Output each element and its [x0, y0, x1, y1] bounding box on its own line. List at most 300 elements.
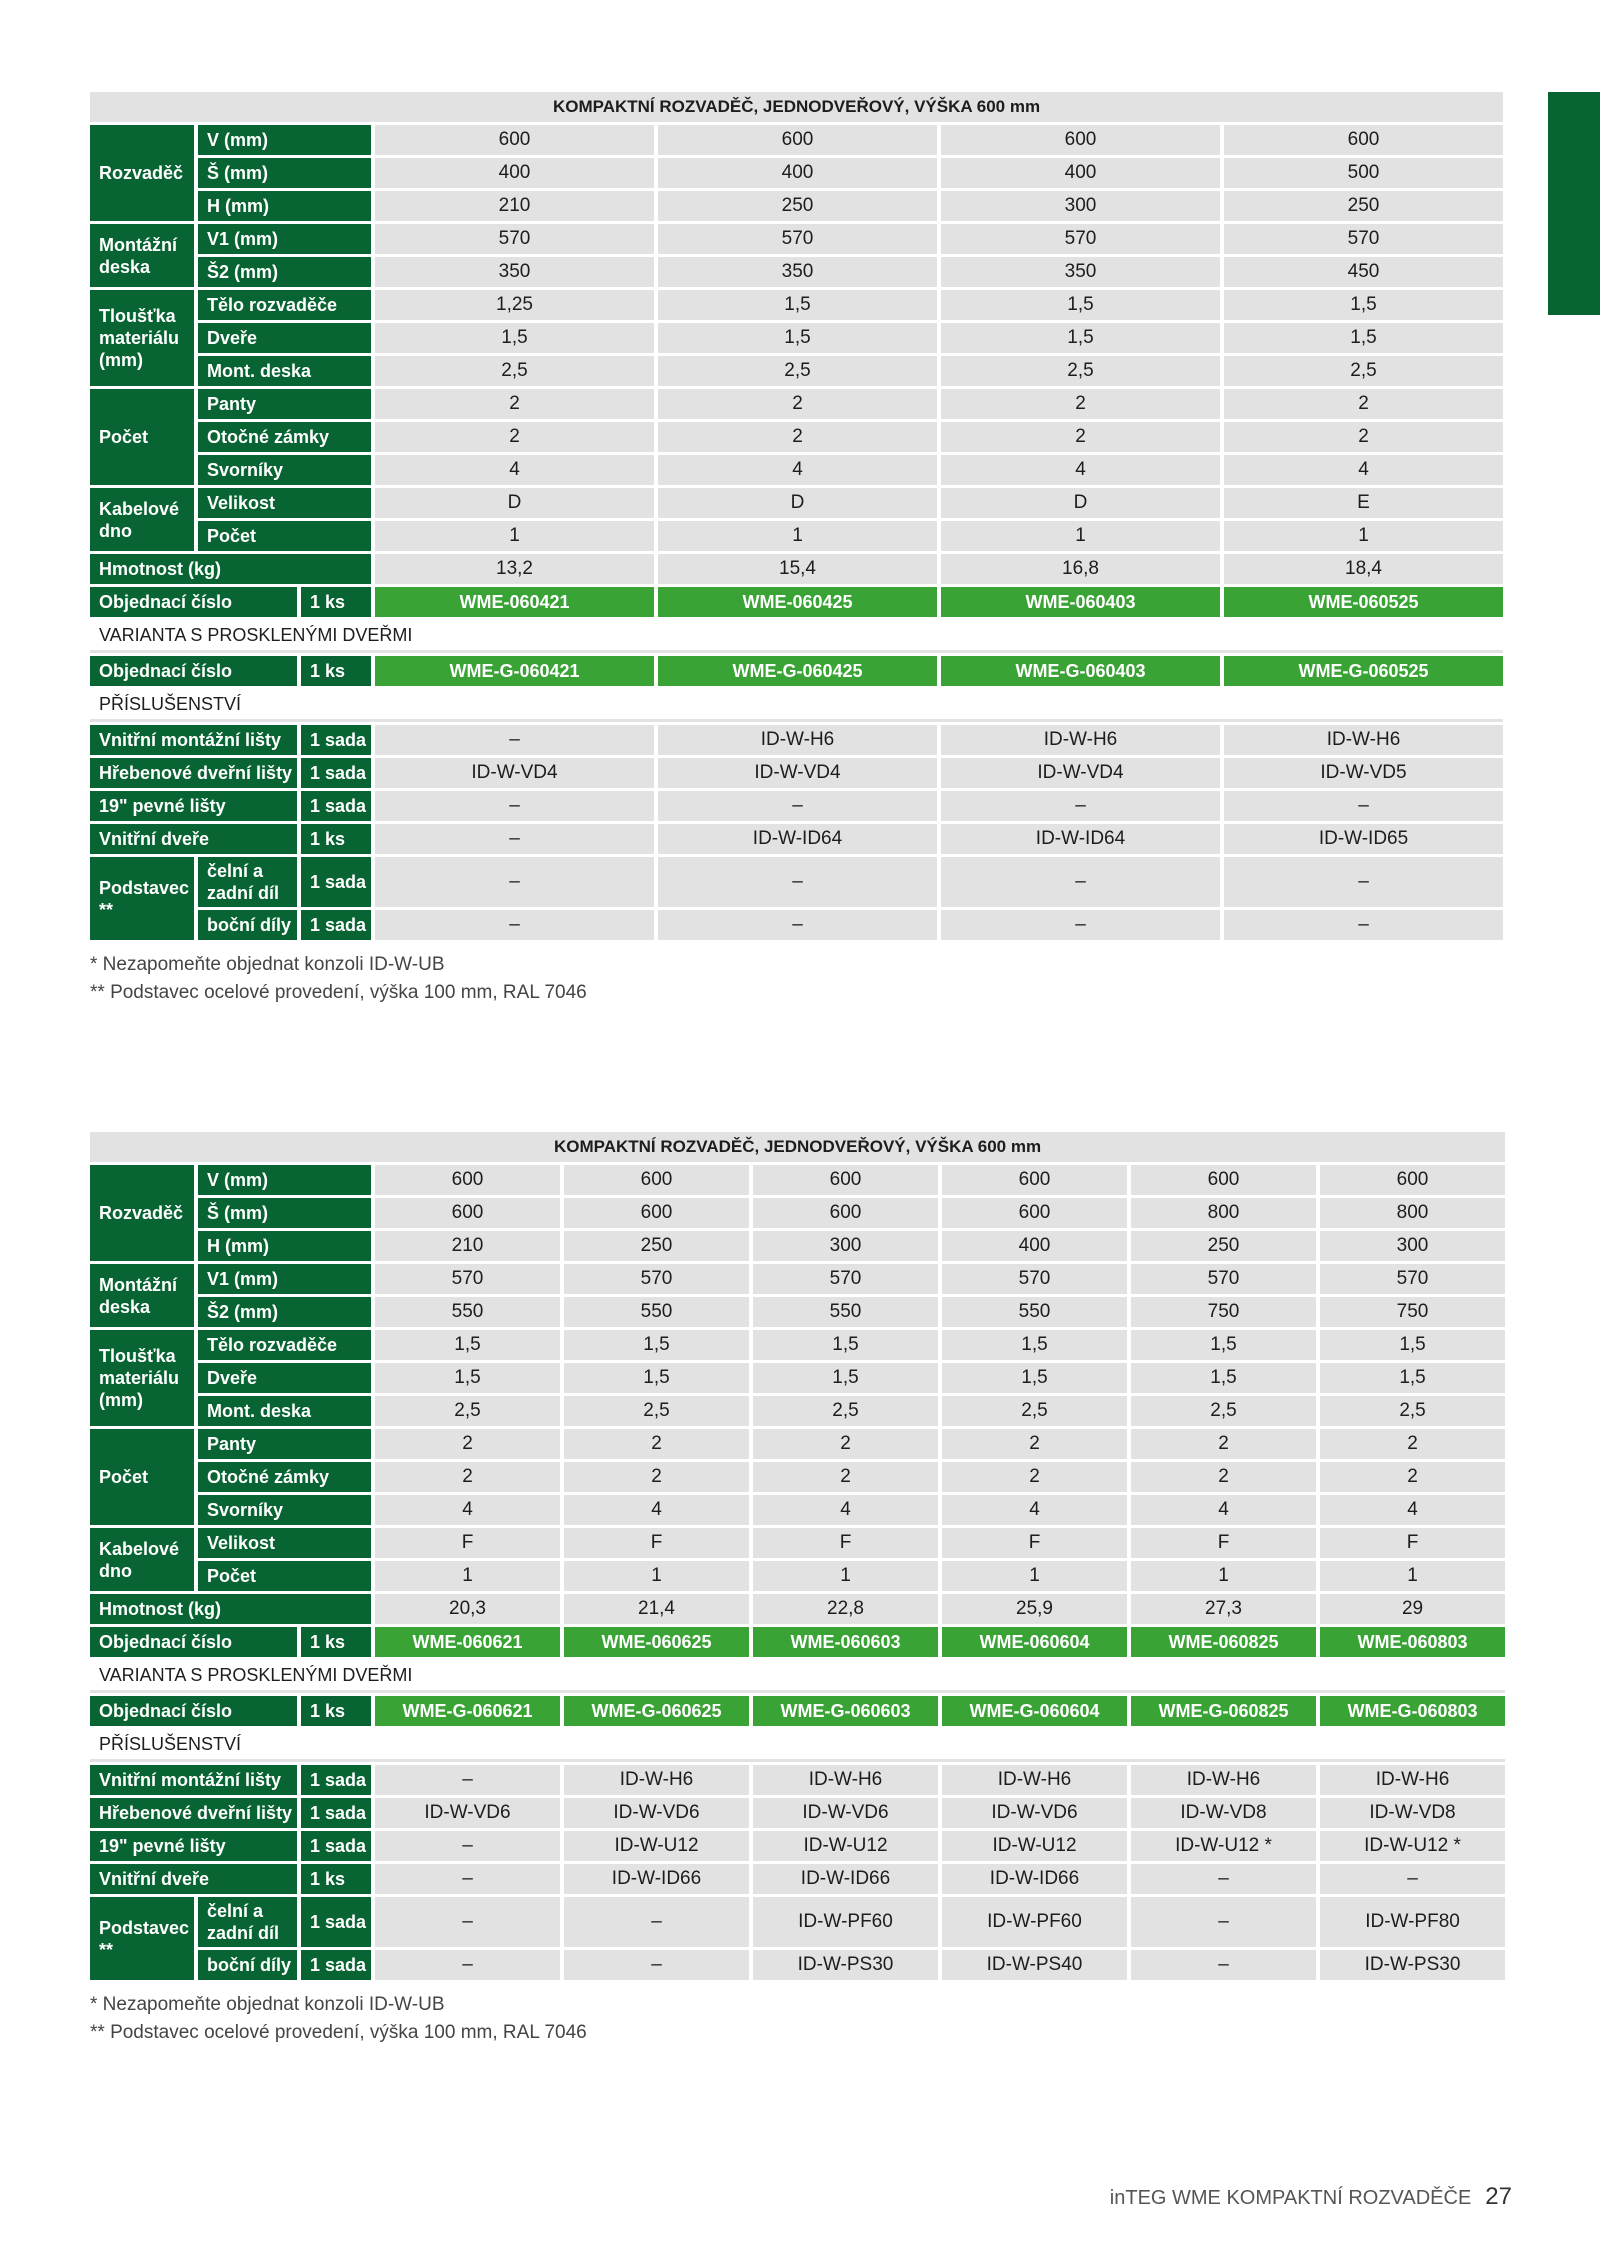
s-value: 600	[375, 1198, 560, 1228]
row-label-hrebenove: Hřebenové dveřní lišty	[90, 1798, 297, 1828]
v1-value: 570	[1320, 1264, 1505, 1294]
unit-objg: 1 ks	[301, 656, 371, 686]
zamky-value: 2	[1131, 1462, 1316, 1492]
hmotnost-value: 15,4	[658, 554, 937, 584]
v-value: 600	[1224, 125, 1503, 155]
row-label-zamky: Otočné zámky	[198, 1462, 371, 1492]
group-kabelove: Kabelové dno	[90, 1528, 194, 1591]
s-value: 600	[564, 1198, 749, 1228]
s-value: 400	[375, 158, 654, 188]
vnitrni_listy-value: ID-W-H6	[1131, 1765, 1316, 1795]
spec-table-2	[90, 1129, 1510, 1983]
v-value: 600	[1320, 1165, 1505, 1195]
hmotnost-value: 18,4	[1224, 554, 1503, 584]
zamky-value: 2	[753, 1462, 938, 1492]
notes-1	[90, 951, 587, 1007]
objg-value: WME-G-060603	[753, 1696, 938, 1726]
dvere-value: 1,5	[753, 1363, 938, 1393]
unit-hrebenove: 1 sada	[301, 1798, 371, 1828]
s2-value: 550	[375, 1297, 560, 1327]
s2-value: 550	[942, 1297, 1127, 1327]
vnitrni_listy-value: ID-W-H6	[564, 1765, 749, 1795]
h-value: 250	[658, 191, 937, 221]
v-value: 600	[658, 125, 937, 155]
kpocet-value: 1	[753, 1561, 938, 1591]
row-label-v: V (mm)	[198, 1165, 371, 1195]
obj-value: WME-060803	[1320, 1627, 1505, 1657]
row-label-telo: Tělo rozvaděče	[198, 290, 371, 320]
velikost-value: F	[753, 1528, 938, 1558]
v1-value: 570	[753, 1264, 938, 1294]
unit-celni: 1 sada	[301, 857, 371, 907]
telo-value: 1,25	[375, 290, 654, 320]
obj-value: WME-060625	[564, 1627, 749, 1657]
mont-value: 2,5	[1320, 1396, 1505, 1426]
vnitrni_listy-value: –	[375, 725, 654, 755]
row-label-vnitrni_listy: Vnitřní montážní lišty	[90, 1765, 297, 1795]
velikost-value: D	[658, 488, 937, 518]
velikost-value: D	[941, 488, 1220, 518]
pevne-value: ID-W-U12 *	[1131, 1831, 1316, 1861]
kpocet-value: 1	[1131, 1561, 1316, 1591]
row-label-s2: Š2 (mm)	[198, 1297, 371, 1327]
obj-value: WME-060825	[1131, 1627, 1316, 1657]
celni-value: –	[658, 857, 937, 907]
s-value: 400	[941, 158, 1220, 188]
panty-value: 2	[941, 389, 1220, 419]
row-label-bocni: boční díly	[198, 1950, 297, 1980]
section-varianta: VARIANTA S PROSKLENÝMI DVEŘMI	[90, 1660, 1505, 1693]
hrebenove-value: ID-W-VD6	[564, 1798, 749, 1828]
row-label-objg: Objednací číslo	[90, 656, 297, 686]
hrebenove-value: ID-W-VD6	[942, 1798, 1127, 1828]
hmotnost-value: 21,4	[564, 1594, 749, 1624]
unit-obj: 1 ks	[301, 1627, 371, 1657]
bocni-value: –	[375, 910, 654, 940]
zamky-value: 2	[1224, 422, 1503, 452]
mont-value: 2,5	[375, 1396, 560, 1426]
telo-value: 1,5	[753, 1330, 938, 1360]
svorniky-value: 4	[1131, 1495, 1316, 1525]
v1-value: 570	[942, 1264, 1127, 1294]
vnitrni_listy-value: ID-W-H6	[942, 1765, 1127, 1795]
vnitrni_listy-value: ID-W-H6	[1224, 725, 1503, 755]
row-label-svorniky: Svorníky	[198, 1495, 371, 1525]
row-label-panty: Panty	[198, 389, 371, 419]
objg-value: WME-G-060604	[942, 1696, 1127, 1726]
unit-celni: 1 sada	[301, 1897, 371, 1947]
section-prislusenstvi: PŘÍSLUŠENSTVÍ	[90, 689, 1503, 722]
row-label-pevne: 19" pevné lišty	[90, 791, 297, 821]
v-value: 600	[753, 1165, 938, 1195]
page-footer	[1110, 2183, 1512, 2211]
row-label-v: V (mm)	[198, 125, 371, 155]
mont-value: 2,5	[941, 356, 1220, 386]
s2-value: 750	[1131, 1297, 1316, 1327]
unit-hrebenove: 1 sada	[301, 758, 371, 788]
hrebenove-value: ID-W-VD8	[1320, 1798, 1505, 1828]
bocni-value: –	[1224, 910, 1503, 940]
pevne-value: ID-W-U12	[564, 1831, 749, 1861]
kpocet-value: 1	[1224, 521, 1503, 551]
velikost-value: E	[1224, 488, 1503, 518]
zamky-value: 2	[1320, 1462, 1505, 1492]
objg-value: WME-G-060525	[1224, 656, 1503, 686]
dvere-value: 1,5	[1131, 1363, 1316, 1393]
spec-table	[86, 89, 1507, 943]
objg-value: WME-G-060825	[1131, 1696, 1316, 1726]
unit-vnitrni_dvere: 1 ks	[301, 824, 371, 854]
bocni-value: ID-W-PS30	[753, 1950, 938, 1980]
mont-value: 2,5	[375, 356, 654, 386]
pevne-value: –	[375, 791, 654, 821]
h-value: 300	[941, 191, 1220, 221]
group-pocet: Počet	[90, 1429, 194, 1525]
kpocet-value: 1	[658, 521, 937, 551]
vnitrni_dvere-value: ID-W-ID64	[658, 824, 937, 854]
row-label-celni: čelní a zadní díl	[198, 1897, 297, 1947]
telo-value: 1,5	[1224, 290, 1503, 320]
notes-2	[90, 1991, 587, 2047]
dvere-value: 1,5	[658, 323, 937, 353]
telo-value: 1,5	[375, 1330, 560, 1360]
velikost-value: F	[942, 1528, 1127, 1558]
h-value: 300	[753, 1231, 938, 1261]
row-label-s: Š (mm)	[198, 158, 371, 188]
svorniky-value: 4	[942, 1495, 1127, 1525]
h-value: 300	[1320, 1231, 1505, 1261]
s-value: 800	[1131, 1198, 1316, 1228]
kpocet-value: 1	[375, 521, 654, 551]
celni-value: ID-W-PF60	[942, 1897, 1127, 1947]
unit-objg: 1 ks	[301, 1696, 371, 1726]
row-label-obj: Objednací číslo	[90, 1627, 297, 1657]
telo-value: 1,5	[1131, 1330, 1316, 1360]
pevne-value: ID-W-U12 *	[1320, 1831, 1505, 1861]
note-console: * Nezapomeňte objednat konzoli ID-W-UB	[90, 1994, 445, 2015]
s2-value: 450	[1224, 257, 1503, 287]
section-varianta: VARIANTA S PROSKLENÝMI DVEŘMI	[90, 620, 1503, 653]
unit-pevne: 1 sada	[301, 791, 371, 821]
vnitrni_dvere-value: –	[375, 824, 654, 854]
vnitrni_dvere-value: ID-W-ID66	[564, 1864, 749, 1894]
s-value: 500	[1224, 158, 1503, 188]
h-value: 400	[942, 1231, 1127, 1261]
row-label-v1: V1 (mm)	[198, 224, 371, 254]
svorniky-value: 4	[1224, 455, 1503, 485]
obj-value: WME-060525	[1224, 587, 1503, 617]
vnitrni_listy-value: –	[375, 1765, 560, 1795]
objg-value: WME-G-060425	[658, 656, 937, 686]
note-base: ** Podstavec ocelové provedení, výška 100 mm, RAL 7046	[90, 982, 587, 1003]
group-tloustka: Tloušťka materiálu (mm)	[90, 1330, 194, 1426]
row-label-zamky: Otočné zámky	[198, 422, 371, 452]
hmotnost-value: 25,9	[942, 1594, 1127, 1624]
v1-value: 570	[941, 224, 1220, 254]
velikost-value: F	[564, 1528, 749, 1558]
row-label-bocni: boční díly	[198, 910, 297, 940]
group-rozvadec: Rozvaděč	[90, 125, 194, 221]
row-label-celni: čelní a zadní díl	[198, 857, 297, 907]
telo-value: 1,5	[1320, 1330, 1505, 1360]
vnitrni_dvere-value: –	[1320, 1864, 1505, 1894]
hmotnost-value: 29	[1320, 1594, 1505, 1624]
pevne-value: –	[375, 1831, 560, 1861]
row-label-hmotnost: Hmotnost (kg)	[90, 1594, 371, 1624]
s2-value: 350	[375, 257, 654, 287]
hrebenove-value: ID-W-VD5	[1224, 758, 1503, 788]
zamky-value: 2	[658, 422, 937, 452]
obj-value: WME-060403	[941, 587, 1220, 617]
bocni-value: –	[375, 1950, 560, 1980]
chapter-tab	[1548, 92, 1600, 315]
svorniky-value: 4	[658, 455, 937, 485]
celni-value: –	[375, 857, 654, 907]
celni-value: –	[564, 1897, 749, 1947]
telo-value: 1,5	[942, 1330, 1127, 1360]
row-label-h: H (mm)	[198, 191, 371, 221]
vnitrni_listy-value: ID-W-H6	[1320, 1765, 1505, 1795]
objg-value: WME-G-060621	[375, 1696, 560, 1726]
svorniky-value: 4	[753, 1495, 938, 1525]
telo-value: 1,5	[564, 1330, 749, 1360]
vnitrni_dvere-value: –	[375, 1864, 560, 1894]
table-title: KOMPAKTNÍ ROZVADĚČ, JEDNODVEŘOVÝ, VÝŠKA 600 mm	[90, 1132, 1505, 1162]
objg-value: WME-G-060421	[375, 656, 654, 686]
hmotnost-value: 22,8	[753, 1594, 938, 1624]
zamky-value: 2	[375, 422, 654, 452]
bocni-value: –	[658, 910, 937, 940]
bocni-value: ID-W-PS30	[1320, 1950, 1505, 1980]
table-title: KOMPAKTNÍ ROZVADĚČ, JEDNODVEŘOVÝ, VÝŠKA 600 mm	[90, 92, 1503, 122]
vnitrni_dvere-value: ID-W-ID64	[941, 824, 1220, 854]
note-base: ** Podstavec ocelové provedení, výška 100 mm, RAL 7046	[90, 2022, 587, 2043]
obj-value: WME-060604	[942, 1627, 1127, 1657]
row-label-mont: Mont. deska	[198, 1396, 371, 1426]
row-label-hmotnost: Hmotnost (kg)	[90, 554, 371, 584]
unit-bocni: 1 sada	[301, 1950, 371, 1980]
telo-value: 1,5	[658, 290, 937, 320]
row-label-kpocet: Počet	[198, 1561, 371, 1591]
dvere-value: 1,5	[375, 1363, 560, 1393]
row-label-velikost: Velikost	[198, 488, 371, 518]
objg-value: WME-G-060625	[564, 1696, 749, 1726]
group-tloustka: Tloušťka materiálu (mm)	[90, 290, 194, 386]
row-label-kpocet: Počet	[198, 521, 371, 551]
svorniky-value: 4	[1320, 1495, 1505, 1525]
velikost-value: F	[1131, 1528, 1316, 1558]
pevne-value: –	[1224, 791, 1503, 821]
h-value: 250	[564, 1231, 749, 1261]
s2-value: 550	[753, 1297, 938, 1327]
dvere-value: 1,5	[942, 1363, 1127, 1393]
group-montazni: Montážní deska	[90, 1264, 194, 1327]
s2-value: 350	[658, 257, 937, 287]
mont-value: 2,5	[1224, 356, 1503, 386]
kpocet-value: 1	[564, 1561, 749, 1591]
celni-value: ID-W-PF80	[1320, 1897, 1505, 1947]
objg-value: WME-G-060403	[941, 656, 1220, 686]
bocni-value: –	[564, 1950, 749, 1980]
panty-value: 2	[658, 389, 937, 419]
mont-value: 2,5	[658, 356, 937, 386]
zamky-value: 2	[941, 422, 1220, 452]
vnitrni_dvere-value: ID-W-ID65	[1224, 824, 1503, 854]
unit-obj: 1 ks	[301, 587, 371, 617]
s-value: 600	[753, 1198, 938, 1228]
panty-value: 2	[1320, 1429, 1505, 1459]
svorniky-value: 4	[564, 1495, 749, 1525]
vnitrni_dvere-value: –	[1131, 1864, 1316, 1894]
hmotnost-value: 27,3	[1131, 1594, 1316, 1624]
row-label-velikost: Velikost	[198, 1528, 371, 1558]
hmotnost-value: 20,3	[375, 1594, 560, 1624]
row-label-s2: Š2 (mm)	[198, 257, 371, 287]
unit-vnitrni_dvere: 1 ks	[301, 1864, 371, 1894]
s2-value: 350	[941, 257, 1220, 287]
hrebenove-value: ID-W-VD4	[941, 758, 1220, 788]
celni-value: ID-W-PF60	[753, 1897, 938, 1947]
dvere-value: 1,5	[564, 1363, 749, 1393]
row-label-vnitrni_dvere: Vnitřní dveře	[90, 824, 297, 854]
panty-value: 2	[375, 1429, 560, 1459]
row-label-objg: Objednací číslo	[90, 1696, 297, 1726]
footer-title: inTEG WME KOMPAKTNÍ ROZVADĚČE	[1109, 2187, 1472, 2209]
mont-value: 2,5	[753, 1396, 938, 1426]
svorniky-value: 4	[375, 455, 654, 485]
row-label-hrebenove: Hřebenové dveřní lišty	[90, 758, 297, 788]
s-value: 400	[658, 158, 937, 188]
row-label-dvere: Dveře	[198, 323, 371, 353]
h-value: 210	[375, 1231, 560, 1261]
v1-value: 570	[1131, 1264, 1316, 1294]
v-value: 600	[942, 1165, 1127, 1195]
bocni-value: ID-W-PS40	[942, 1950, 1127, 1980]
row-label-obj: Objednací číslo	[90, 587, 297, 617]
s-value: 800	[1320, 1198, 1505, 1228]
v1-value: 570	[375, 1264, 560, 1294]
objg-value: WME-G-060803	[1320, 1696, 1505, 1726]
spec-table	[86, 1129, 1509, 1983]
v-value: 600	[375, 1165, 560, 1195]
zamky-value: 2	[564, 1462, 749, 1492]
svorniky-value: 4	[375, 1495, 560, 1525]
row-label-mont: Mont. deska	[198, 356, 371, 386]
row-label-pevne: 19" pevné lišty	[90, 1831, 297, 1861]
kpocet-value: 1	[942, 1561, 1127, 1591]
celni-value: –	[941, 857, 1220, 907]
row-label-vnitrni_listy: Vnitřní montážní lišty	[90, 725, 297, 755]
kpocet-value: 1	[941, 521, 1220, 551]
bocni-value: –	[1131, 1950, 1316, 1980]
row-label-dvere: Dveře	[198, 1363, 371, 1393]
v-value: 600	[375, 125, 654, 155]
v1-value: 570	[658, 224, 937, 254]
dvere-value: 1,5	[1320, 1363, 1505, 1393]
hmotnost-value: 13,2	[375, 554, 654, 584]
v1-value: 570	[564, 1264, 749, 1294]
obj-value: WME-060603	[753, 1627, 938, 1657]
group-kabelove: Kabelové dno	[90, 488, 194, 551]
pevne-value: ID-W-U12	[942, 1831, 1127, 1861]
panty-value: 2	[1131, 1429, 1316, 1459]
svorniky-value: 4	[941, 455, 1220, 485]
group-montazni: Montážní deska	[90, 224, 194, 287]
row-label-v1: V1 (mm)	[198, 1264, 371, 1294]
velikost-value: F	[375, 1528, 560, 1558]
section-prislusenstvi: PŘÍSLUŠENSTVÍ	[90, 1729, 1505, 1762]
dvere-value: 1,5	[375, 323, 654, 353]
celni-value: –	[1131, 1897, 1316, 1947]
vnitrni_dvere-value: ID-W-ID66	[753, 1864, 938, 1894]
h-value: 210	[375, 191, 654, 221]
vnitrni_listy-value: ID-W-H6	[941, 725, 1220, 755]
mont-value: 2,5	[564, 1396, 749, 1426]
hrebenove-value: ID-W-VD4	[658, 758, 937, 788]
row-label-telo: Tělo rozvaděče	[198, 1330, 371, 1360]
page-number: 27	[1485, 2183, 1512, 2210]
v-value: 600	[564, 1165, 749, 1195]
celni-value: –	[375, 1897, 560, 1947]
hrebenove-value: ID-W-VD4	[375, 758, 654, 788]
vnitrni_listy-value: ID-W-H6	[753, 1765, 938, 1795]
group-podstavec: Podstavec **	[90, 857, 194, 940]
row-label-vnitrni_dvere: Vnitřní dveře	[90, 1864, 297, 1894]
unit-pevne: 1 sada	[301, 1831, 371, 1861]
group-pocet: Počet	[90, 389, 194, 485]
velikost-value: F	[1320, 1528, 1505, 1558]
hmotnost-value: 16,8	[941, 554, 1220, 584]
vnitrni_listy-value: ID-W-H6	[658, 725, 937, 755]
v-value: 600	[941, 125, 1220, 155]
unit-vnitrni_listy: 1 sada	[301, 1765, 371, 1795]
bocni-value: –	[941, 910, 1220, 940]
note-console: * Nezapomeňte objednat konzoli ID-W-UB	[90, 954, 445, 975]
group-rozvadec: Rozvaděč	[90, 1165, 194, 1261]
pevne-value: –	[658, 791, 937, 821]
kpocet-value: 1	[375, 1561, 560, 1591]
hrebenove-value: ID-W-VD6	[375, 1798, 560, 1828]
s2-value: 550	[564, 1297, 749, 1327]
spec-table-1	[90, 89, 1510, 943]
row-label-panty: Panty	[198, 1429, 371, 1459]
dvere-value: 1,5	[941, 323, 1220, 353]
celni-value: –	[1224, 857, 1503, 907]
row-label-s: Š (mm)	[198, 1198, 371, 1228]
v1-value: 570	[1224, 224, 1503, 254]
panty-value: 2	[1224, 389, 1503, 419]
vnitrni_dvere-value: ID-W-ID66	[942, 1864, 1127, 1894]
s-value: 600	[942, 1198, 1127, 1228]
panty-value: 2	[564, 1429, 749, 1459]
obj-value: WME-060621	[375, 1627, 560, 1657]
hrebenove-value: ID-W-VD6	[753, 1798, 938, 1828]
panty-value: 2	[375, 389, 654, 419]
mont-value: 2,5	[942, 1396, 1127, 1426]
panty-value: 2	[753, 1429, 938, 1459]
hrebenove-value: ID-W-VD8	[1131, 1798, 1316, 1828]
h-value: 250	[1131, 1231, 1316, 1261]
obj-value: WME-060421	[375, 587, 654, 617]
unit-vnitrni_listy: 1 sada	[301, 725, 371, 755]
pevne-value: ID-W-U12	[753, 1831, 938, 1861]
row-label-h: H (mm)	[198, 1231, 371, 1261]
obj-value: WME-060425	[658, 587, 937, 617]
pevne-value: –	[941, 791, 1220, 821]
unit-bocni: 1 sada	[301, 910, 371, 940]
v-value: 600	[1131, 1165, 1316, 1195]
dvere-value: 1,5	[1224, 323, 1503, 353]
